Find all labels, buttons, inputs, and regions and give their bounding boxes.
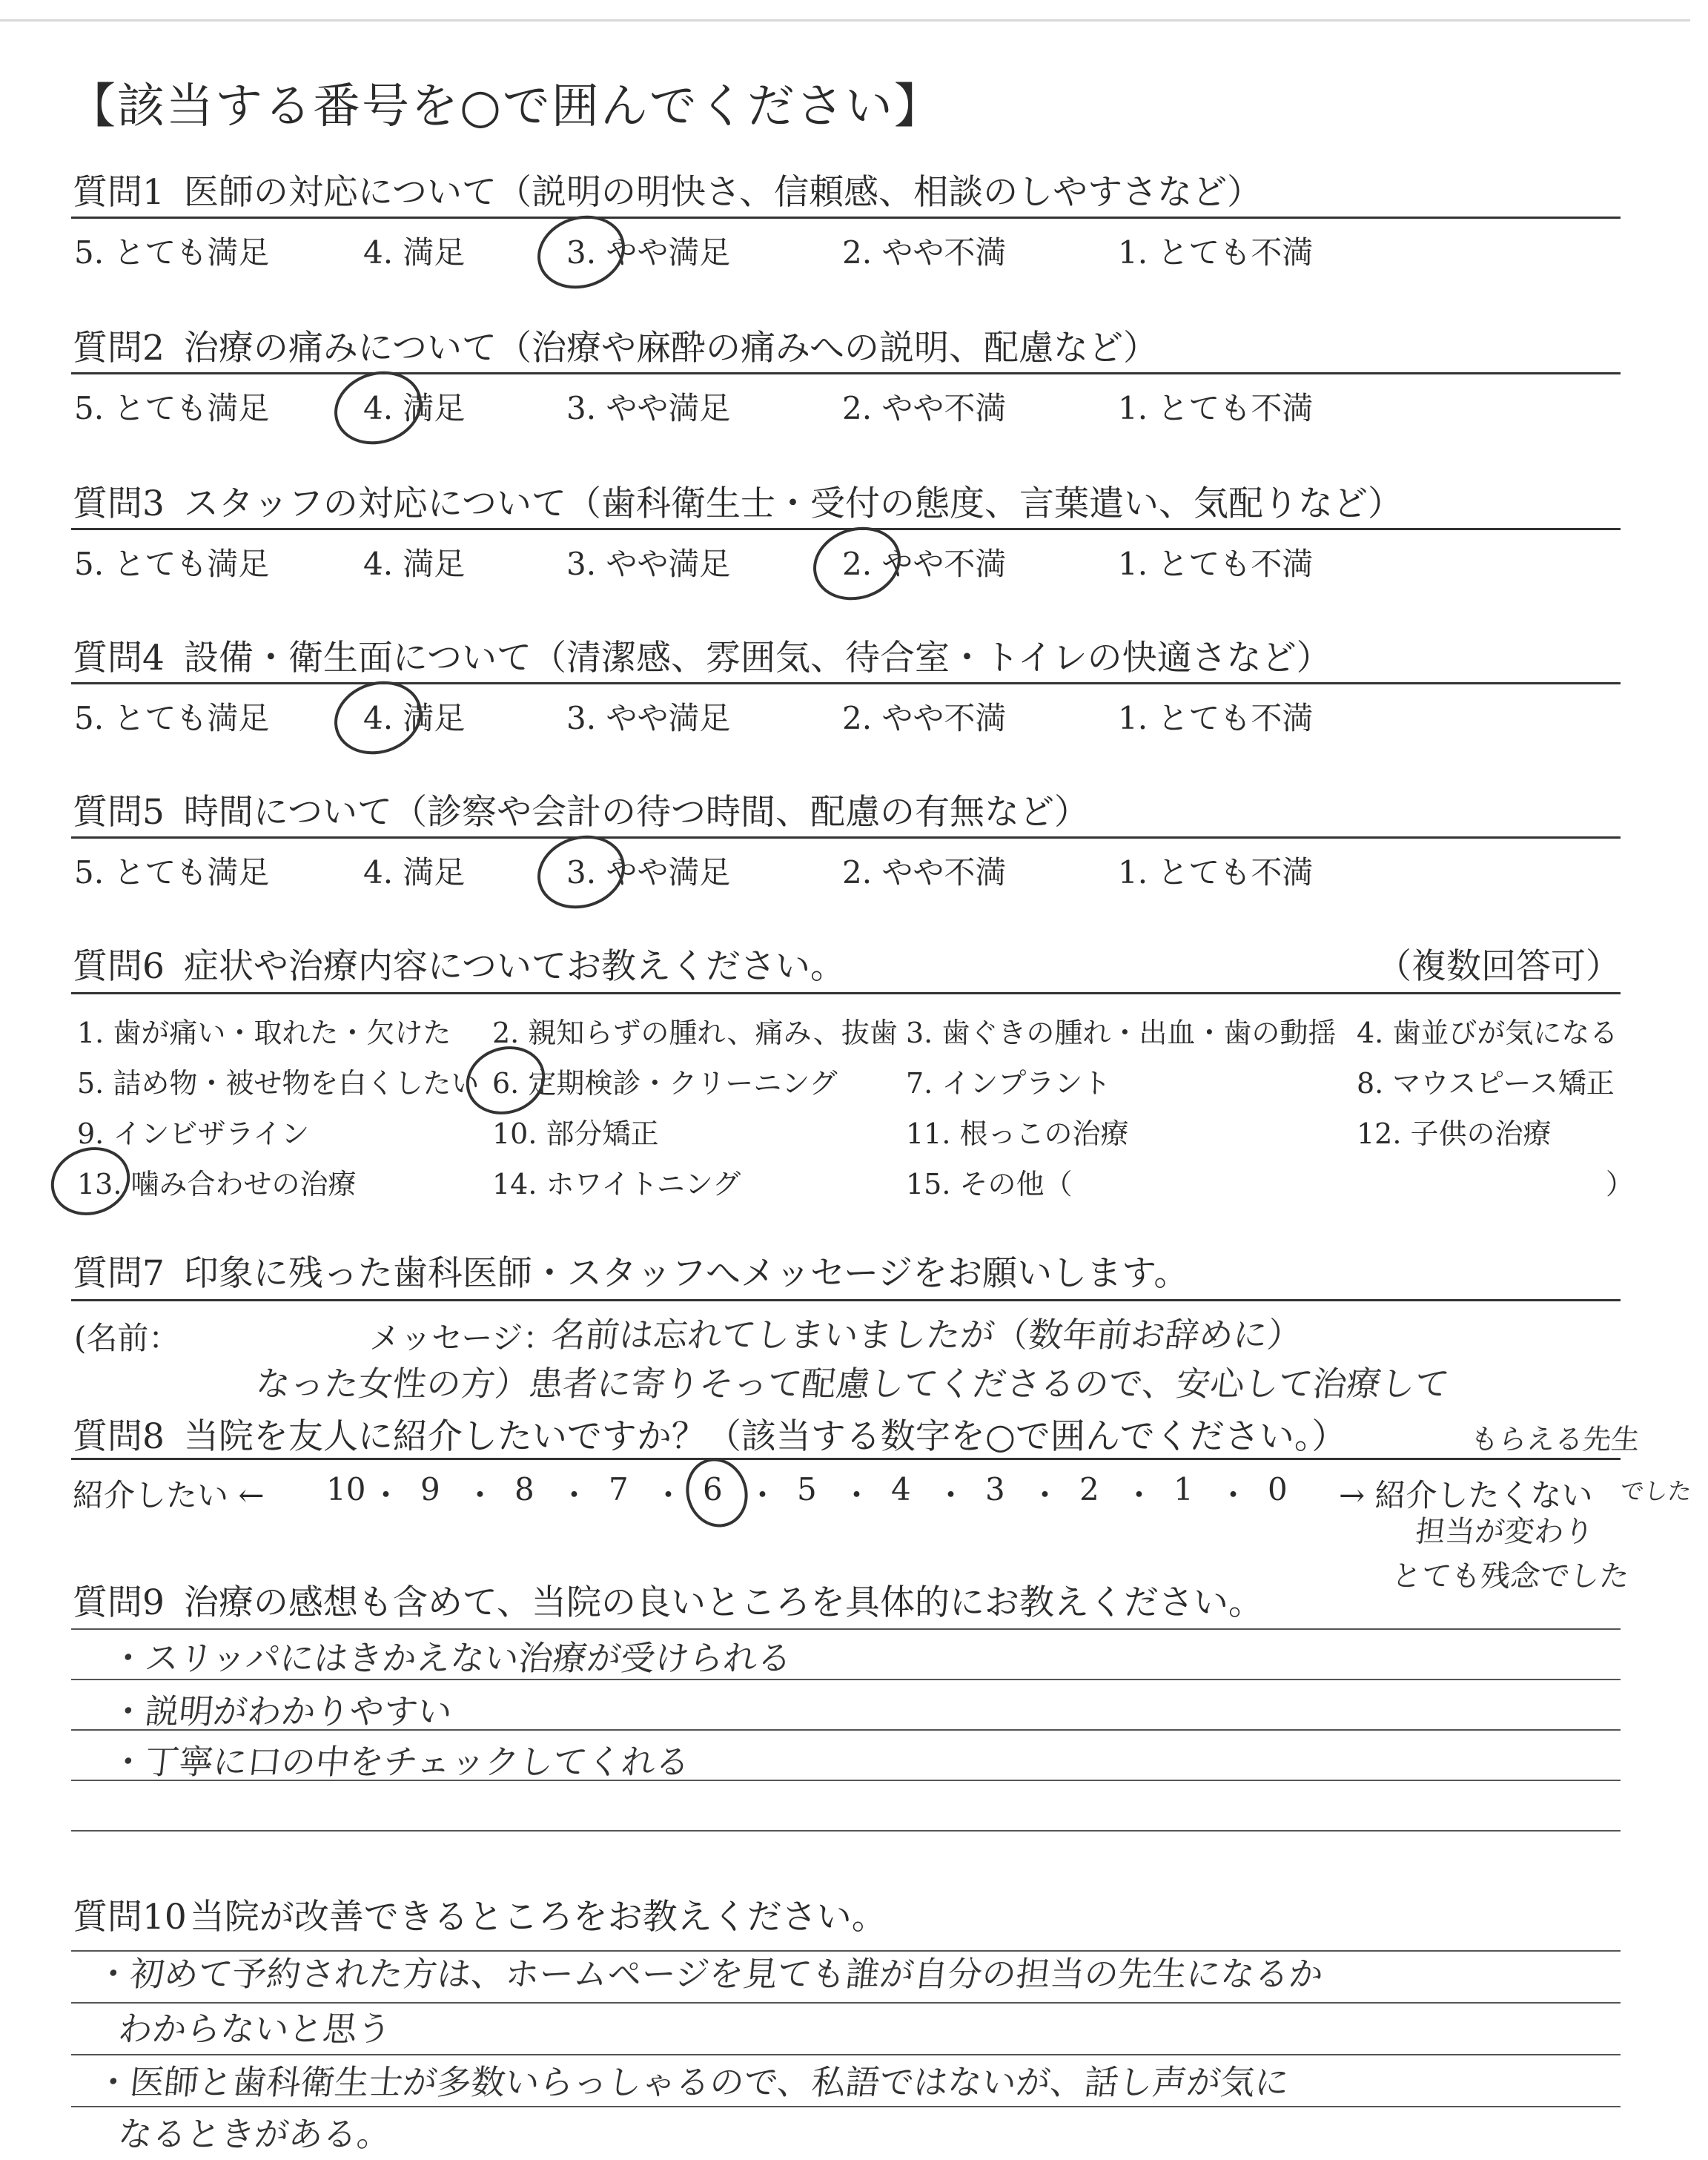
q4-option-2[interactable]: 2. やや不満 [842,700,1007,736]
q4-number: 質問4 [73,638,165,678]
q4-text: 設備・衛生面について（清潔感、雰囲気、待合室・トイレの快適さなど） [183,638,1331,678]
q7-handwritten-side-4: とても残念でした [1390,1559,1632,1593]
q8-scale-4[interactable]: 4 [891,1471,911,1507]
q1-option-5[interactable]: 5. とても満足 [74,234,270,271]
q6-option-13[interactable]: 13. 噛み合わせの治療 [77,1168,357,1200]
q1-selection-circle [528,205,635,300]
q8-scale-separator: ・ [558,1477,590,1513]
q9-answer-1: ・スリッパにはきかえない治療が受けられる [108,1638,794,1678]
q6-option-14[interactable]: 14. ホワイトニング [492,1168,741,1200]
q6-option-5[interactable]: 5. 詰め物・被せ物を白くしたい [77,1067,480,1100]
q1-option-2[interactable]: 2. やや不満 [842,234,1007,271]
q8-scale-separator: ・ [652,1477,684,1513]
q8-scale-5[interactable]: 5 [797,1471,817,1507]
q10-answer-1: ・初めて予約された方は、ホームページを見ても誰が自分の担当の先生になるか [93,1954,1325,1994]
q1-option-4[interactable]: 4. 満足 [363,234,466,271]
q7-handwritten-message-line1: 名前は忘れてしまいましたが（数年前お辞めに） [549,1315,1304,1355]
q8-scale-separator: ・ [464,1477,496,1513]
q1-rule [71,217,1621,219]
q8-scale-2[interactable]: 2 [1079,1471,1099,1507]
q8-scale-separator: ・ [1217,1477,1249,1513]
q7-rule [71,1299,1621,1301]
q6-option-12[interactable]: 12. 子供の治療 [1357,1117,1552,1150]
q7-handwritten-side-3: 担当が変わり [1414,1515,1596,1549]
q8-text: 当院を友人に紹介したいですか？（該当する数字を○で囲んでください。） [183,1416,1347,1457]
q6-option-4[interactable]: 4. 歯並びが気になる [1357,1017,1618,1049]
q8-scale-0[interactable]: 0 [1268,1471,1288,1507]
q9-answer-3: ・丁寧に口の中をチェックしてくれる [108,1742,692,1782]
q7-handwritten-side-1: もらえる先生 [1469,1423,1641,1456]
q6-heading [73,939,845,988]
q5-selection-circle [528,825,635,919]
q5-option-1[interactable]: 1. とても不満 [1118,854,1314,891]
q5-heading [73,785,1089,834]
q4-selection-circle [325,670,431,765]
q8-scale-3[interactable]: 3 [985,1471,1005,1507]
q4-option-4[interactable]: 4. 満足 [363,700,466,736]
q8-scale-separator: ・ [747,1477,778,1513]
q2-option-1[interactable]: 1. とても不満 [1118,390,1314,426]
q6-option-10[interactable]: 10. 部分矯正 [492,1117,659,1150]
instruction-header: 【該当する番号を○で囲んでください】 [68,79,943,134]
q10-number: 質問10 [73,1897,187,1938]
q3-option-2[interactable]: 2. やや不満 [842,546,1007,582]
q3-option-4[interactable]: 4. 満足 [363,546,466,582]
q8-scale-separator: ・ [1123,1477,1155,1513]
q5-option-3[interactable]: 3. やや満足 [566,854,731,891]
q7-number: 質問7 [73,1253,165,1294]
q4-option-5[interactable]: 5. とても満足 [74,700,270,736]
q6-multiple-answers-note: （複数回答可） [1377,946,1621,987]
q6-option-2[interactable]: 2. 親知らずの腫れ、痛み、抜歯 [492,1017,898,1049]
q7-handwritten-side-2: でした [1618,1477,1693,1505]
q7-handwritten-message-line2: なった女性の方）患者に寄りそって配慮してくださるので、安心して治療して [254,1364,1452,1404]
q4-option-3[interactable]: 3. やや満足 [566,700,731,736]
q1-heading [73,165,1262,214]
q3-text: スタッフの対応について（歯科衛生士・受付の態度、言葉遣い、気配りなど） [183,483,1403,524]
q5-option-2[interactable]: 2. やや不満 [842,854,1007,891]
q6-option-7[interactable]: 7. インプラント [906,1067,1111,1100]
q6-number: 質問6 [73,946,165,987]
q6-option-9[interactable]: 9. インビザライン [77,1117,310,1150]
q9-rule-1 [71,1628,1621,1630]
q7-name-label: (名前： [74,1320,180,1356]
q8-heading [73,1409,1346,1459]
q9-answer-2: ・説明がわかりやすい [108,1691,454,1731]
q6-option-3[interactable]: 3. 歯ぐきの腫れ・出血・歯の動揺 [906,1017,1337,1049]
q5-option-4[interactable]: 4. 満足 [363,854,466,891]
q9-heading [73,1575,1263,1625]
q7-text: 印象に残った歯科医師・スタッフへメッセージをお願いします。 [183,1253,1189,1294]
q5-text: 時間について（診察や会計の待つ時間、配慮の有無など） [183,792,1089,833]
q8-scale-9[interactable]: 9 [420,1471,440,1507]
q10-answer-3: ・医師と歯科衛生士が多数いらっしゃるので、私語ではないが、話し声が気に [93,2062,1291,2102]
q7-heading [73,1246,1188,1295]
q10-heading [73,1889,887,1939]
q8-scale-separator: ・ [935,1477,967,1513]
q2-number: 質問2 [73,328,165,369]
q3-heading [73,476,1403,526]
q8-scale-6[interactable]: 6 [703,1471,723,1507]
q5-number: 質問5 [73,792,165,833]
q6-option-8[interactable]: 8. マウスピース矯正 [1357,1067,1615,1100]
q2-rule [71,372,1621,374]
q8-number: 質問8 [73,1416,165,1457]
q6-option-11[interactable]: 11. 根っこの治療 [906,1117,1129,1150]
q2-option-3[interactable]: 3. やや満足 [566,390,731,426]
q8-scale-separator: ・ [841,1477,873,1513]
q8-scale-10[interactable]: 10 [326,1471,366,1507]
q3-number: 質問3 [73,483,165,524]
q1-number: 質問1 [73,172,165,213]
scan-top-edge [0,19,1690,22]
q10-answer-4: なるときがある。 [116,2114,394,2154]
q4-rule [71,682,1621,684]
q3-selection-circle [804,516,910,611]
q8-left-label: 紹介したい ← [73,1477,265,1513]
q8-selection-circle [677,1450,756,1536]
q1-option-3[interactable]: 3. やや満足 [566,234,731,271]
q4-option-1[interactable]: 1. とても不満 [1118,700,1314,736]
q8-right-label: → 紹介したくない [1339,1477,1593,1513]
q8-scale-separator: ・ [370,1477,402,1513]
q4-heading [73,630,1331,680]
q6-option-6[interactable]: 6. 定期検診・クリーニング [492,1067,838,1100]
q6-rule [71,992,1621,994]
q6-option-15-close-paren[interactable]: ） [1606,1168,1635,1200]
q7-message-label: メッセージ： [369,1320,555,1356]
q9-text: 治療の感想も含めて、当院の良いところを具体的にお教えください。 [183,1582,1263,1623]
q9-number: 質問9 [73,1582,165,1623]
q8-scale-8[interactable]: 8 [514,1471,534,1507]
q1-text: 医師の対応について（説明の明快さ、信頼感、相談のしやすさなど） [183,172,1262,213]
q2-option-4[interactable]: 4. 満足 [363,390,466,426]
q8-scale-1[interactable]: 1 [1174,1471,1194,1507]
q5-option-5[interactable]: 5. とても満足 [74,854,270,891]
q10-text: 当院が改善できるところをお教えください。 [189,1897,887,1938]
q6-text: 症状や治療内容についてお教えください。 [183,946,845,987]
q2-option-2[interactable]: 2. やや不満 [842,390,1007,426]
q3-option-3[interactable]: 3. やや満足 [566,546,731,582]
q8-scale-7[interactable]: 7 [609,1471,629,1507]
q3-option-1[interactable]: 1. とても不満 [1118,546,1314,582]
q2-heading [73,320,1158,370]
q2-text: 治療の痛みについて（治療や麻酔の痛みへの説明、配慮など） [183,328,1159,369]
q10-answer-2: わからないと思う [116,2009,394,2049]
q2-option-5[interactable]: 5. とても満足 [74,390,270,426]
q1-option-1[interactable]: 1. とても不満 [1118,234,1314,271]
q6-option-15[interactable]: 15. その他（ [906,1168,1073,1200]
q9-rule-5 [71,1830,1621,1832]
q8-rule [71,1458,1621,1460]
q2-selection-circle [325,360,431,455]
q6-option-1[interactable]: 1. 歯が痛い・取れた・欠けた [77,1017,451,1049]
q5-rule [71,836,1621,839]
q8-scale-separator: ・ [1029,1477,1061,1513]
q3-option-5[interactable]: 5. とても満足 [74,546,270,582]
